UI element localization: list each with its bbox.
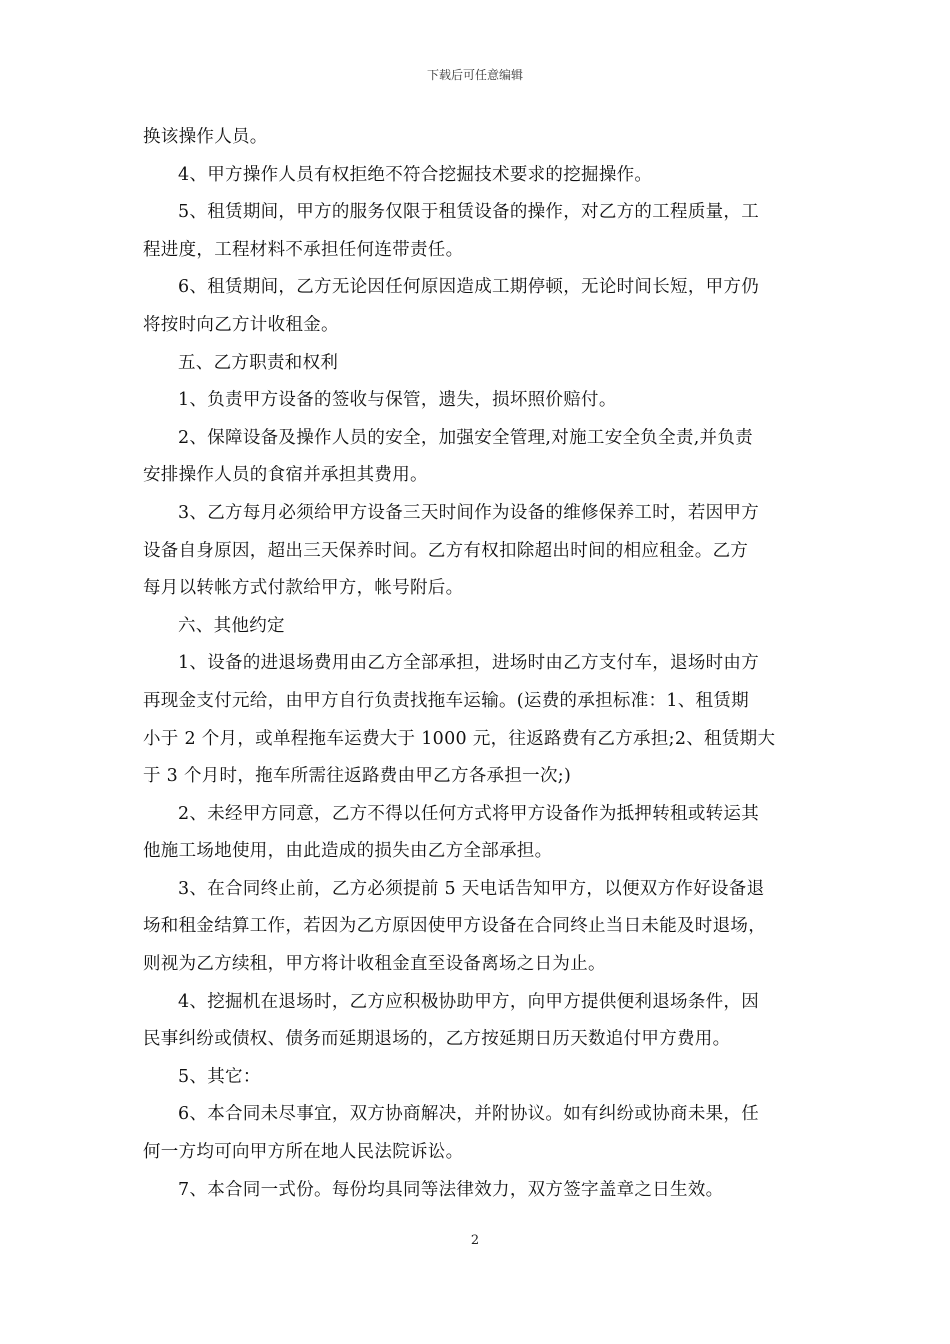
paragraph: 2、未经甲方同意，乙方不得以任何方式将甲方设备作为抵押转租或转运其 他施工场地使用，由此造成的损失由乙方全部承担。 xyxy=(143,803,760,862)
paragraph: 6、本合同未尽事宜，双方协商解决，并附协议。如有纠纷或协商未果，任 何一方均可向甲方所在地人民法院诉讼。 xyxy=(143,1104,760,1163)
paragraph: 5、租赁期间，甲方的服务仅限于租赁设备的操作，对乙方的工程质量，工 程进度，工程材料不承担任何连带责任。 xyxy=(143,202,760,260)
paragraph: 1、负责甲方设备的签收与保管，遗失，损坏照价赔付。 xyxy=(178,390,617,411)
paragraph: 3、在合同终止前，乙方必须提前 5 天电话告知甲方，以便双方作好设备退 场和租金结算工作，若因为乙方原因使甲方设备在合同终止当日未能及时退场， 则视为乙方续租，甲方将计收租金直至设备离场之日为止。 xyxy=(143,878,766,975)
section-heading: 五、乙方职责和权利 xyxy=(178,352,339,373)
paragraph: 1、设备的进退场费用由乙方全部承担，进场时由乙方支付车，退场时由方 再现金支付元给，由甲方自行负责找拖车运输。(运费的承担标准：1、租赁期 小于 2 个月，或单程拖车运费大于 1000 元，往返路费有乙方承担;2、租赁期大 于 3 个月时，拖车所需往返路费由甲乙方各承担一次;) xyxy=(143,653,776,787)
page-header: 下载后可任意编辑 xyxy=(426,68,523,82)
paragraph: 7、本合同一式份。每份均具同等法律效力，双方签字盖章之日生效。 xyxy=(178,1179,724,1200)
paragraph: 5、其它： xyxy=(178,1066,261,1087)
section-heading: 六、其他约定 xyxy=(178,615,285,636)
paragraph: 6、租赁期间，乙方无论因任何原因造成工期停顿，无论时间长短，甲方仍 将按时向乙方计收租金。 xyxy=(143,277,760,335)
page-number: 2 xyxy=(470,1233,480,1248)
paragraph: 4、挖掘机在退场时，乙方应积极协助甲方，向甲方提供便利退场条件，因 民事纠纷或债权、债务而延期退场的，乙方按延期日历天数追付甲方费用。 xyxy=(143,991,760,1050)
paragraph: 换该操作人员。 xyxy=(143,127,268,147)
paragraph: 3、乙方每月必须给甲方设备三天时间作为设备的维修保养工时，若因甲方 设备自身原因，超出三天保养时间。乙方有权扣除超出时间的相应租金。乙方 每月以转帐方式付款给甲方，帐号附后。 xyxy=(143,502,760,599)
paragraph: 4、甲方操作人员有权拒绝不符合挖掘技术要求的挖掘操作。 xyxy=(178,164,653,185)
paragraph: 2、保障设备及操作人员的安全，加强安全管理,对施工安全负全责,并负责 安排操作人员的食宿并承担其费用。 xyxy=(143,427,753,486)
document-body xyxy=(143,119,823,1209)
